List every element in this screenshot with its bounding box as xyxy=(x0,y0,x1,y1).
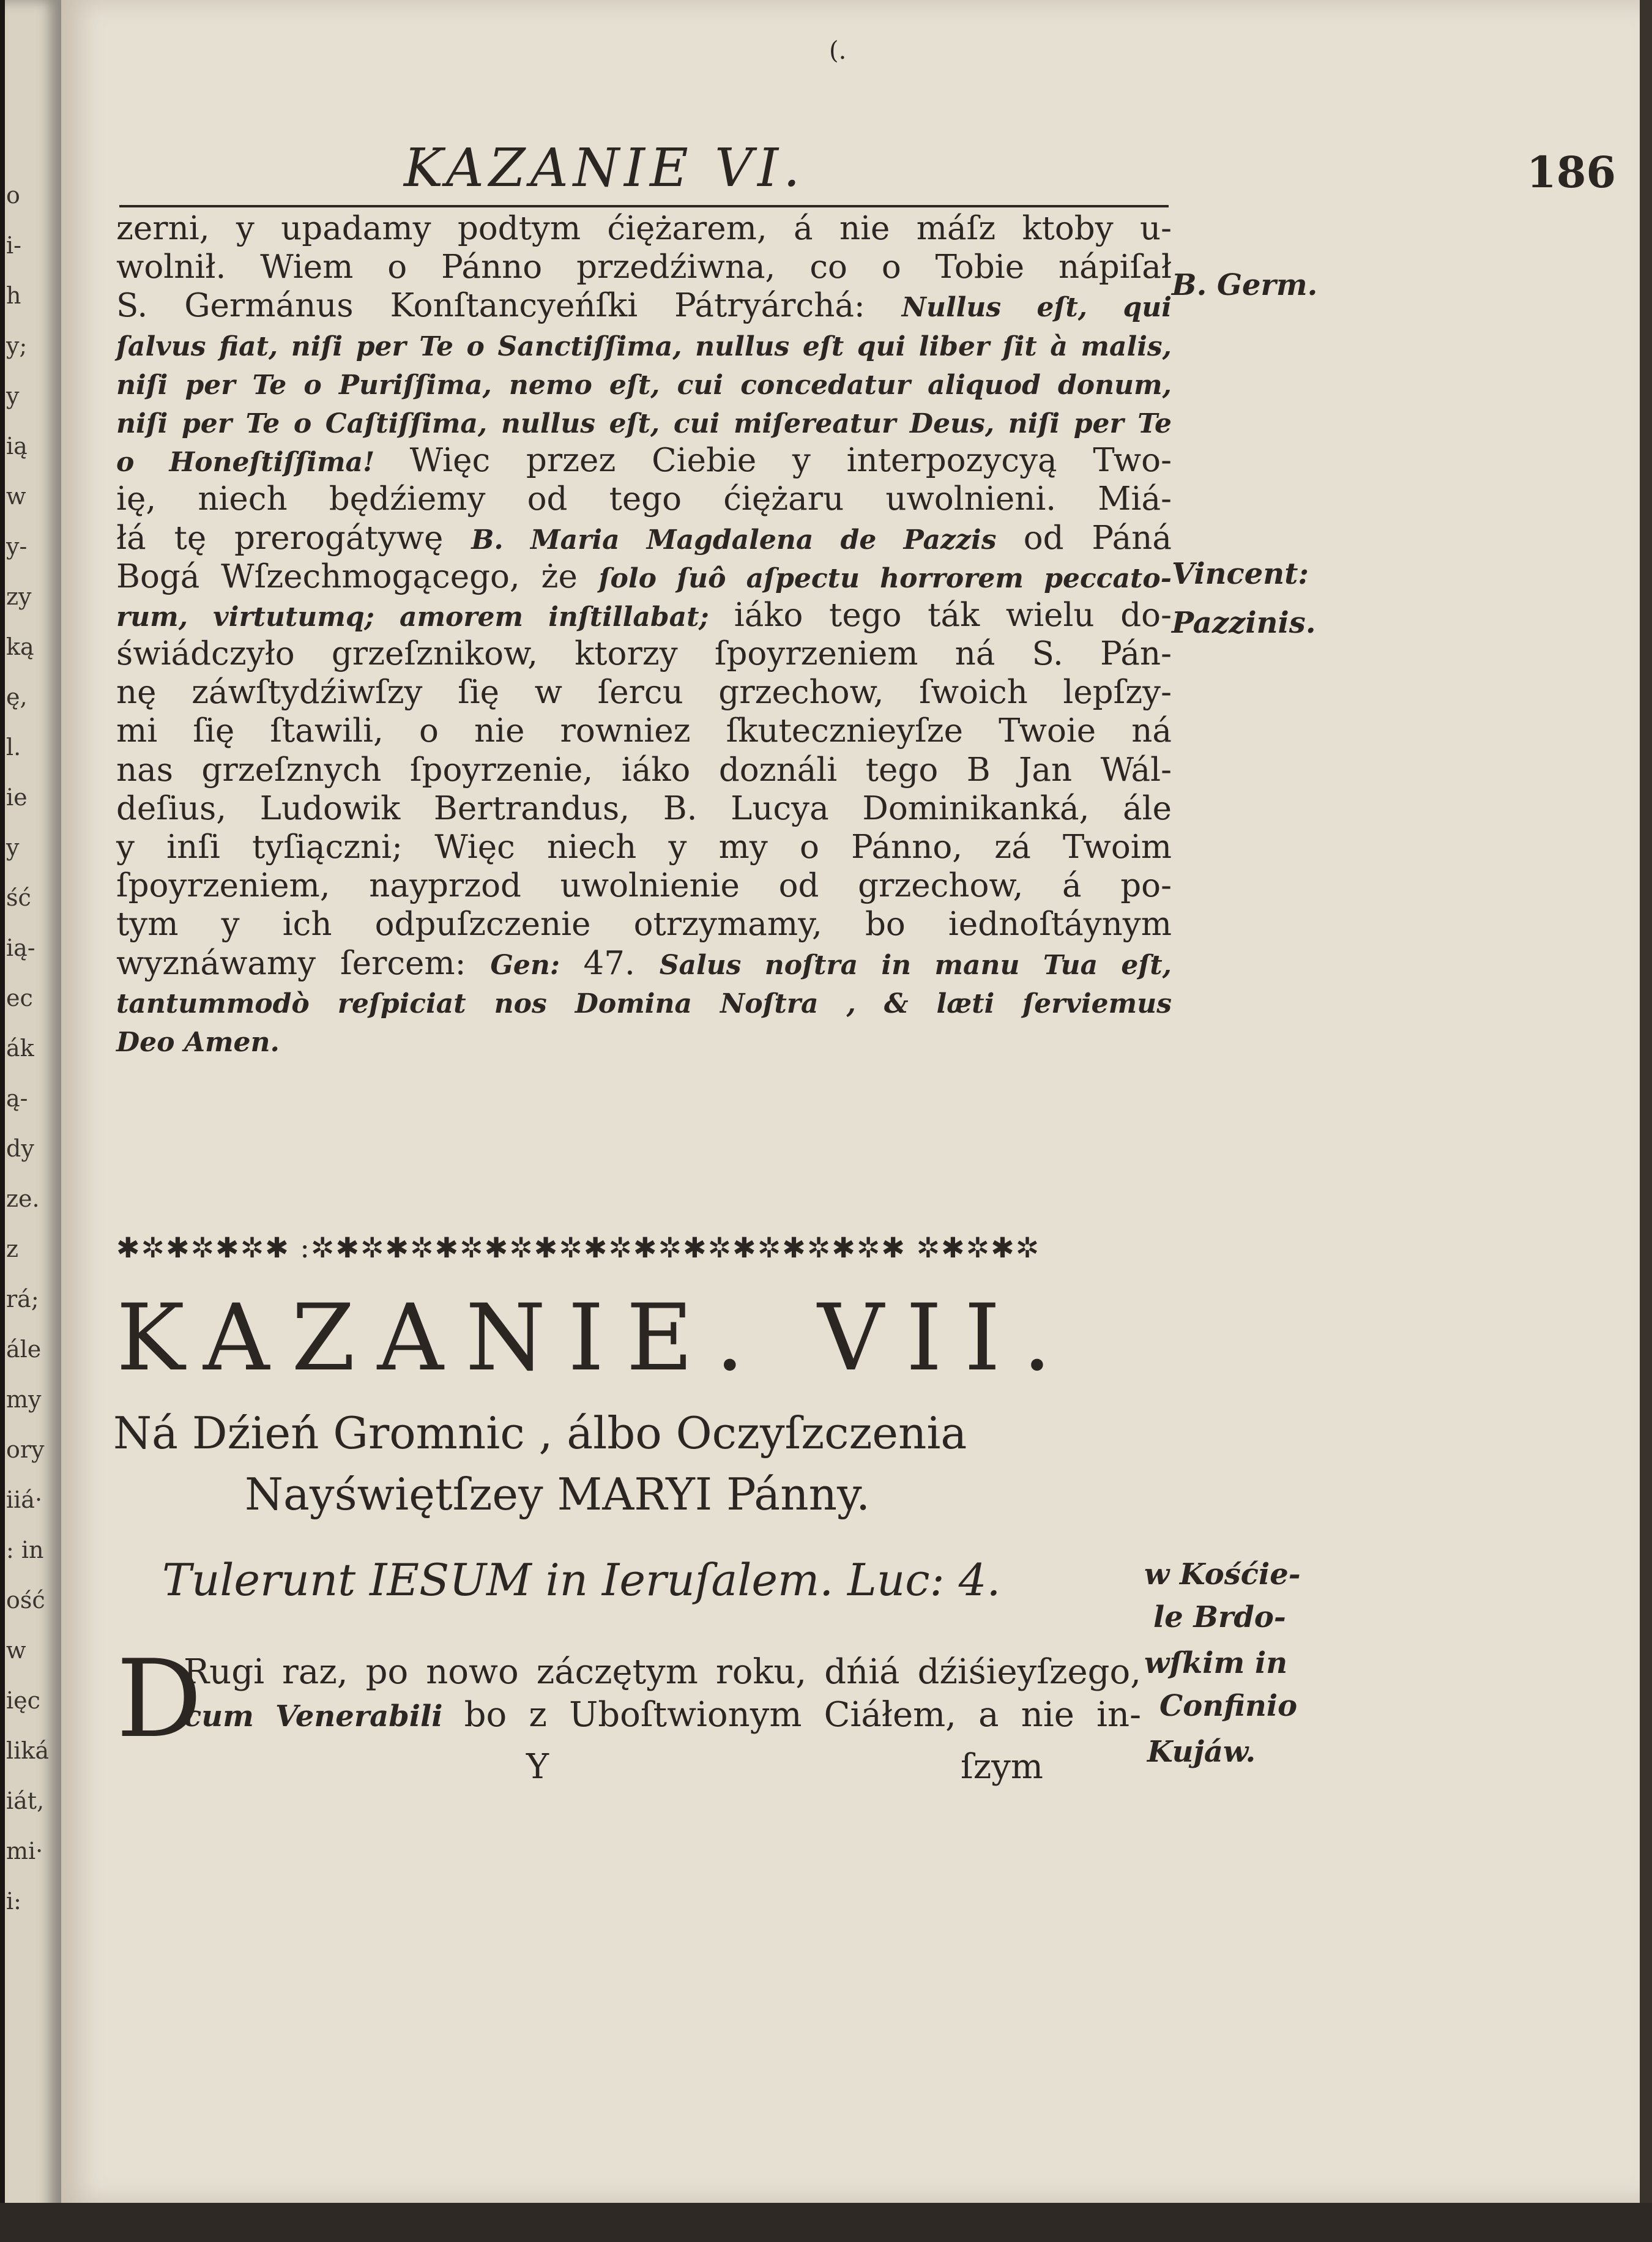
left-page-fragment: h xyxy=(6,282,21,309)
text-segment: wolnił. Wiem o Pánno przedźiwna, co o Tobie nápiſał xyxy=(116,248,1172,286)
left-page-fragment: ę, xyxy=(6,683,28,710)
text-segment-italic: Deo Amen. xyxy=(116,1026,280,1058)
left-page-fragment: zy xyxy=(6,583,32,610)
margin-note-church-1: w Kośćie- xyxy=(1144,1557,1301,1592)
text-line xyxy=(116,441,1172,480)
drop-cap: D xyxy=(116,1637,203,1762)
body-text xyxy=(116,209,1172,1060)
text-line xyxy=(116,828,1172,866)
left-page-fragment: ze. xyxy=(6,1185,40,1212)
text-line xyxy=(116,364,1172,403)
text-line xyxy=(116,480,1172,518)
text-segment: Więc przez Ciebie y interpozycyą Two- xyxy=(409,442,1172,480)
left-page-fragment: ą- xyxy=(6,1085,28,1112)
left-page-fragment: mi· xyxy=(6,1838,43,1864)
margin-note-church-3: wſkim in xyxy=(1144,1646,1288,1680)
top-mark: (. xyxy=(829,37,847,65)
text-segment: 47. xyxy=(583,944,660,982)
section-subtitle-2: Nayświętſzey MARYI Pánny. xyxy=(245,1469,870,1520)
paragraph-line-1: Rugi raz, po nowo záczętym roku, dńiá dźiśieyſzego, xyxy=(184,1652,1141,1692)
text-segment-italic: B. Maria Magdalena de Pazzis xyxy=(471,524,1024,556)
left-page-fragment: ie xyxy=(6,784,28,811)
left-page-fragment: iiá· xyxy=(6,1486,43,1513)
page-right-edge xyxy=(1640,0,1652,2242)
text-line xyxy=(116,673,1172,712)
left-page-fragment: ią xyxy=(6,433,28,460)
left-page-fragment: y; xyxy=(6,332,28,359)
left-page-fragment: l. xyxy=(6,734,21,761)
margin-note-church-4: Confinio xyxy=(1159,1689,1298,1723)
text-line xyxy=(116,286,1172,325)
signature-mark: Y xyxy=(526,1747,549,1787)
text-line xyxy=(116,596,1172,635)
text-segment: y inſi tyſiączni; Więc niech y my o Pánno, zá Twoim xyxy=(116,829,1172,866)
text-segment: ſpoyrzeniem, nayprzod uwolnienie od grzechow, á po- xyxy=(116,867,1172,905)
text-line xyxy=(116,905,1172,944)
section-title: KAZANIE. VII. xyxy=(116,1285,1074,1391)
catchword: ſzym xyxy=(961,1747,1043,1787)
text-segment: Bogá Wſzechmogącego, że xyxy=(116,557,599,595)
text-segment: ię, niech będźiemy od tego ćiężaru uwolnieni. Miá- xyxy=(116,480,1172,518)
left-page-fragment: i: xyxy=(6,1888,21,1915)
section-subtitle-1: Ná Dźień Gromnic , álbo Oczyſzczenia xyxy=(113,1407,967,1459)
text-line xyxy=(116,983,1172,1021)
text-segment: iáko tego ták wielu do- xyxy=(734,596,1172,634)
page-bottom-edge xyxy=(0,2203,1652,2242)
text-segment: deſius, Ludowik Bertrandus, B. Lucya Dominikanká, ále xyxy=(116,789,1172,827)
paragraph-line-2 xyxy=(184,1695,1141,1735)
text-line xyxy=(116,209,1172,248)
text-line xyxy=(116,403,1172,441)
text-segment-italic: Nullus eſt, qui xyxy=(901,292,1172,324)
left-page-fragment: liká xyxy=(6,1737,49,1764)
text-line xyxy=(116,866,1172,905)
text-line xyxy=(116,712,1172,750)
text-segment: tym y ich odpuſzczenie otrzymamy, bo iednoſtáynym xyxy=(116,906,1172,944)
left-page-fragment: ák xyxy=(6,1035,34,1062)
left-page-fragment: ką xyxy=(6,633,34,660)
margin-note-germ: B. Germ. xyxy=(1172,268,1318,302)
left-page-fragment: z xyxy=(6,1235,19,1262)
left-page-fragment: y- xyxy=(6,533,28,560)
left-page-fragment: my xyxy=(6,1386,42,1413)
text-line xyxy=(116,557,1172,596)
left-page-fragment: ią- xyxy=(6,934,35,961)
margin-note-church-5: Kujáw. xyxy=(1147,1735,1256,1769)
text-line xyxy=(116,519,1172,557)
left-page-fragment: ále xyxy=(6,1336,42,1363)
left-page-fragment: o xyxy=(6,182,20,209)
left-page-fragment: : in xyxy=(6,1536,44,1563)
text-segment-italic: rum, virtutumq; amorem inſtillabat; xyxy=(116,601,734,633)
text-segment-italic: o Honeſtiſſima! xyxy=(116,447,410,479)
margin-note-church-2: le Brdo- xyxy=(1153,1600,1286,1634)
text-segment: mi ſię ſtawili, o nie rowniez ſkutecznieyſze Twoie ná xyxy=(116,712,1172,750)
text-segment-italic: Gen: xyxy=(490,949,584,981)
left-page-fragment: ec xyxy=(6,985,33,1011)
left-page-fragment: ięc xyxy=(6,1687,40,1714)
scanner-ruler-strip xyxy=(0,0,5,2242)
text-segment-italic: ſolo ſuô aſpectu horrorem peccato- xyxy=(598,562,1172,594)
page-number: 186 xyxy=(1527,147,1617,198)
text-segment: od Páná xyxy=(1023,519,1172,557)
left-page-fragment: ść xyxy=(6,884,31,911)
scripture-verse: Tulerunt IESUM in Ieruſalem. Luc: 4. xyxy=(162,1554,1001,1606)
left-page-fragment: rá; xyxy=(6,1286,39,1313)
text-segment-italic: niſi per Te o Puriſſima, nemo eſt, cui concedatur aliquod donum, xyxy=(116,369,1172,401)
left-page-fragment: ość xyxy=(6,1587,45,1614)
left-page-fragment: iát, xyxy=(6,1787,45,1814)
left-page-fragment: i- xyxy=(6,232,21,259)
text-line xyxy=(116,635,1172,673)
text-segment: nas grzeſznych ſpoyrzenie, iáko doználi tego B Jan Wál- xyxy=(116,751,1172,789)
left-page-fragment: w xyxy=(6,483,26,510)
left-page-fragment: dy xyxy=(6,1135,34,1162)
text-segment: świádczyło grzeſznikow, ktorzy ſpoyrzeniem ná S. Pán- xyxy=(116,635,1172,673)
text-line xyxy=(116,789,1172,828)
left-page-edge xyxy=(5,0,61,2242)
text-segment-italic: Salus noſtra in manu Tua eſt, xyxy=(659,949,1172,981)
left-page-fragment: y xyxy=(6,834,20,861)
text-line xyxy=(116,1021,1172,1060)
left-page-fragment: y xyxy=(6,382,20,409)
text-segment: łá tę prerogátywę xyxy=(116,519,472,557)
text-line xyxy=(116,751,1172,789)
margin-note-vincent: Vincent: xyxy=(1172,557,1309,591)
text-line xyxy=(116,326,1172,364)
text-line xyxy=(116,248,1172,286)
paragraph-line-2-rest: bo z Uboſtwionym Ciáłem, a nie in- xyxy=(464,1695,1141,1735)
running-header-title: KAZANIE VI. xyxy=(404,138,805,199)
margin-note-pazzinis: Pazzinis. xyxy=(1172,606,1316,640)
text-segment: wyznáwamy ſercem: xyxy=(116,944,491,982)
ornament-band: ✱✲✱✲✱✲✱ :✲✱✲✱✲✱✲✱✲✱✲✱✲✱✲✱✲✱✲✱✲✱✲✱ ✲✱✲✱✲ xyxy=(116,1231,1041,1262)
text-segment-italic: ſalvus fiat, niſi per Te o Sanctiſſima, nullus eſt qui liber ſit à malis, xyxy=(116,330,1172,362)
left-page-fragment: ory xyxy=(6,1436,45,1463)
text-segment-italic: tantummodò reſpiciat nos Domina Noſtra , & læti ſerviemus xyxy=(116,988,1172,1019)
text-segment: nę záwſtydźiwſzy ſię w ſercu grzechow, ſwoich lepſzy- xyxy=(116,674,1172,712)
text-segment-italic: niſi per Te o Caſtiſſima, nullus eſt, cui miſereatur Deus, niſi per Te xyxy=(116,408,1172,439)
text-segment: zerni, y upadamy podtym ćiężarem, á nie máſz ktoby u- xyxy=(116,210,1172,247)
left-page-fragment: w xyxy=(6,1637,26,1664)
text-line xyxy=(116,944,1172,983)
header-rule xyxy=(119,205,1169,207)
text-segment: S. Germánus Konſtancyeńſki Pátryárchá: xyxy=(116,287,902,325)
paragraph-line-2-italic: cum Venerabili xyxy=(184,1699,464,1734)
